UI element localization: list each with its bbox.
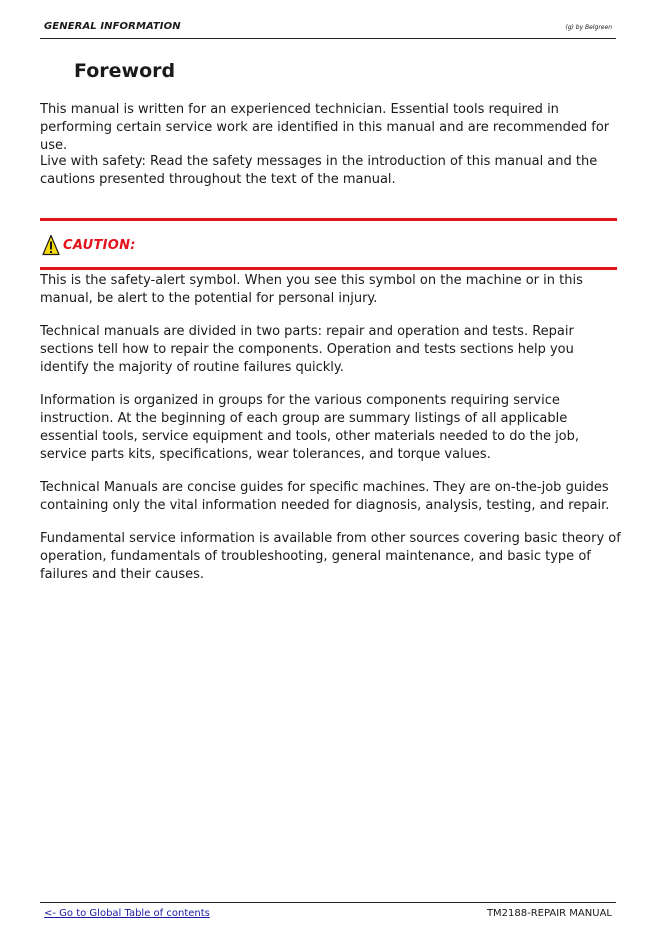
- manual-id: TM2188-REPAIR MANUAL: [486, 908, 612, 919]
- body-paragraph-4: Technical Manuals are concise guides for specific machines. They are on-the-job guides containing only the vital information needed for diagnosis, analysis, testing, and repair.: [40, 480, 610, 513]
- page-title: Foreword: [74, 60, 176, 82]
- body-paragraph-5: Fundamental service information is available from other sources covering basic theory of operation, fundamentals of troubleshooting, general maintenance, and basic type of failures and their causes.: [40, 531, 621, 582]
- body-paragraph-2: Technical manuals are divided in two parts: repair and operation and tests. Repair sections tell how to repair the components. Operation and tests sections help you identify the majority of routine failures quickly.: [40, 324, 574, 375]
- caution-heading: [42, 233, 136, 257]
- page-header: [40, 18, 616, 39]
- body-paragraph-1: This is the safety-alert symbol. When you see this symbol on the machine or in this manual, be alert to the potential for personal injury.: [40, 273, 583, 306]
- header-section-title: GENERAL INFORMATION: [44, 21, 181, 32]
- caution-top-rule: [40, 218, 617, 221]
- intro-paragraph-2: Live with safety: Read the safety messages in the introduction of this manual and the cautions presented throughout the text of the manual.: [40, 154, 598, 187]
- caution-bottom-rule: [40, 267, 617, 270]
- global-toc-link[interactable]: <- Go to Global Table of contents: [44, 908, 210, 919]
- warning-triangle-icon: [42, 234, 60, 256]
- header-credit: (g) by Belgreen: [565, 24, 612, 31]
- intro-paragraph-1: This manual is written for an experienced technician. Essential tools required in performing certain service work are identified in this manual and are recommended for use.: [40, 102, 610, 153]
- body-paragraph-3: Information is organized in groups for the various components requiring service instruction. At the beginning of each group are summary listings of all applicable essential tools, service equipment and tools, other materials needed to do the job, service parts kits, specifications, wear tolerances, and torque values.: [40, 393, 580, 462]
- page-footer: [40, 902, 616, 923]
- caution-label: CAUTION:: [63, 237, 136, 253]
